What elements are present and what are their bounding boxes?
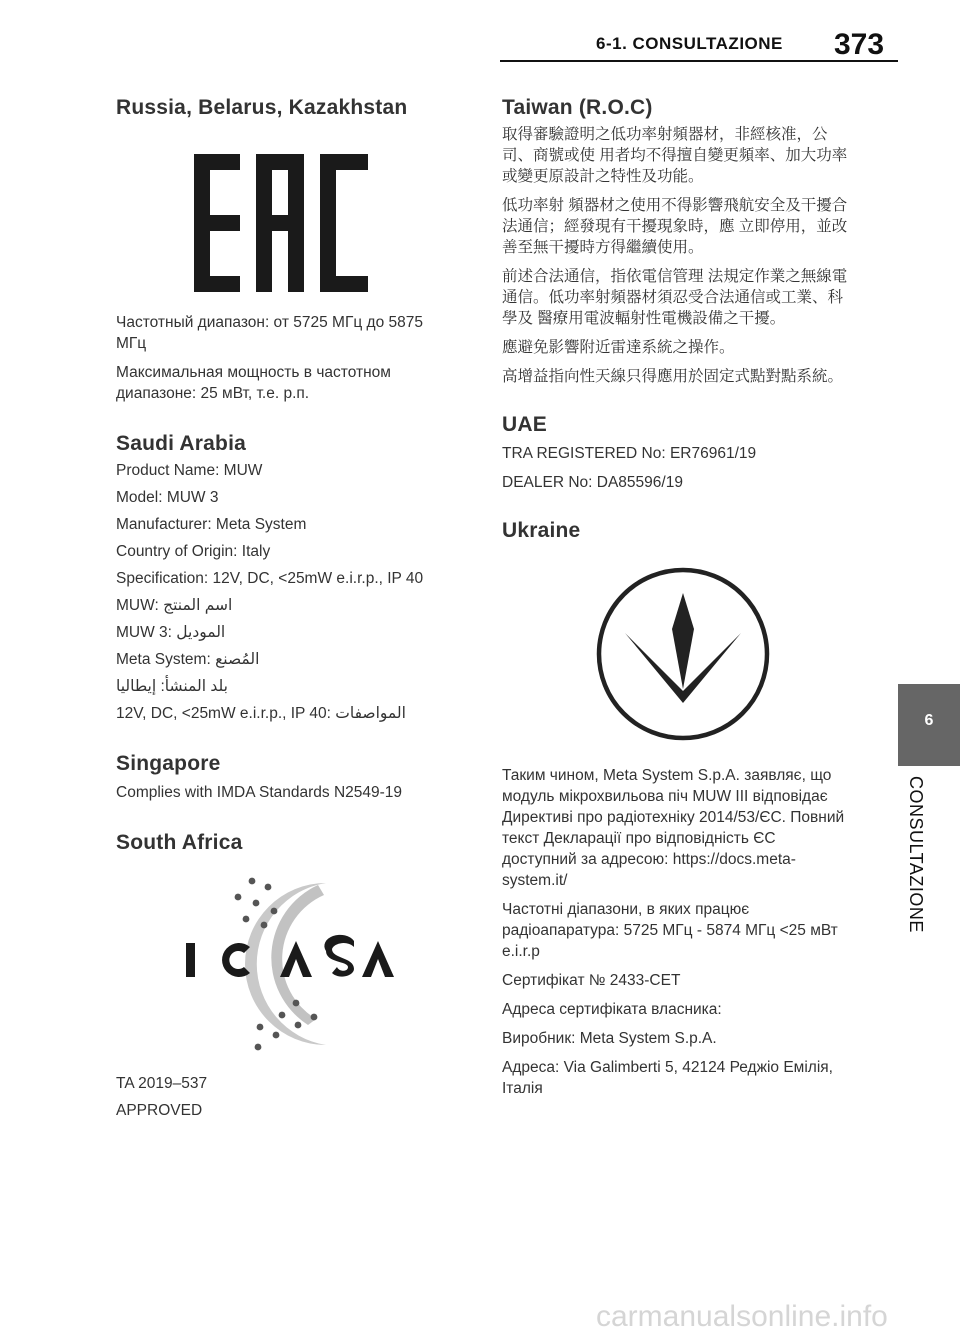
chapter-label: CONSULTAZIONE [906,776,926,933]
saudi-ar-label: Meta System: [116,651,211,668]
uae-heading: UAE [502,413,547,436]
uae-dealer: DEALER No: DA85596/19 [502,474,683,491]
ukraine-paragraph: Адреса: Via Galimberti 5, 42124 Реджіо Емілія, Італія [502,1059,833,1097]
saudi-line: Manufacturer: Meta System [116,516,307,533]
saudi-arabic-line [116,595,446,616]
saudi-line: Model: MUW 3 [116,489,219,506]
header-rule [500,60,898,62]
south-africa-heading: South Africa [116,831,243,854]
saudi-ar-text: المواصفات [335,705,406,722]
chapter-tab[interactable] [898,684,960,766]
singapore-heading: Singapore [116,752,221,775]
taiwan-paragraph: 低功率射 頻器材之使用不得影響飛航安全及干擾合法通信；經發現有干擾現象時，應 立即停用，並改善至無干擾時方得繼續使用。 [502,197,848,256]
right-column [502,96,854,1099]
taiwan-paragraph: 高增益指向性天線只得應用於固定式點對點系統。 [502,368,844,385]
saudi-ar-label: MUW 3: [116,624,172,641]
left-column [116,96,446,1121]
saudi-line: Specification: 12V, DC, <25mW e.i.r.p., IP 40 [116,570,424,587]
icasa-logo [186,875,396,1053]
ukraine-paragraph: Сертифікат № 2433-CET [502,972,681,989]
russia-power: Максимальная мощность в частотном диапазоне: 25 мВт, т.е. р.п. [116,364,391,402]
ukraine-paragraph: Таким чином, Meta System S.p.A. заявляє, що модуль мікрохвильова піч MUW III відповідає Директиві про радіотехніку 2014/53/ЄС. Повний текст Декларації про відповідність ЄС доступний за адресою: https://docs.meta-system.it/ [502,767,845,889]
taiwan-paragraph: 應避免影響附近雷達系統之操作。 [502,339,735,356]
saudi-arabic-line [116,622,446,643]
uae-tra: TRA REGISTERED No: ER76961/19 [502,445,757,462]
ukraine-paragraph: Частотні діапазони, в яких працює радіоапаратура: 5725 МГц - 5874 МГц <25 мВт e.i.r.p [502,901,838,960]
russia-heading: Russia, Belarus, Kazakhstan [116,96,408,119]
saudi-heading: Saudi Arabia [116,432,246,455]
icasa-approved: APPROVED [116,1102,203,1119]
saudi-line: Country of Origin: Italy [116,543,271,560]
saudi-line: Product Name: MUW [116,462,263,479]
icasa-ta-number: TA 2019–537 [116,1075,208,1092]
taiwan-heading: Taiwan (R.O.C) [502,96,653,119]
watermark: carmanualsonline.info [596,1300,888,1333]
saudi-ar-label: 12V, DC, <25mW e.i.r.p., IP 40: [116,705,331,722]
russia-frequency: Частотный диапазон: от 5725 МГц до 5875 МГц [116,314,423,352]
saudi-ar-text: اسم المنتج [163,597,233,614]
page-number: 373 [834,28,885,61]
saudi-arabic-line [116,676,446,697]
chapter-number: 6 [924,712,934,729]
taiwan-paragraph: 取得審驗證明之低功率射頻器材，非經核准，公司、商號或使 用者均不得擅自變更頻率、加大功率或變更原設計之特性及功能。 [502,126,848,185]
ukraine-paragraph: Адреса сертифіката власника: [502,1001,722,1018]
singapore-text: Complies with IMDA Standards N2549-19 [116,784,403,801]
ukraine-conformity-logo [594,565,772,743]
eac-logo [194,154,368,292]
ukraine-paragraph: Виробник: Meta System S.p.A. [502,1030,717,1047]
saudi-ar-text: الموديل [176,624,226,641]
ukraine-heading: Ukraine [502,519,581,542]
saudi-ar-text: المُصنع [215,651,260,668]
saudi-arabic-line [116,649,446,670]
saudi-arabic-line [116,703,446,724]
header-section-title: 6-1. CONSULTAZIONE [596,34,783,53]
saudi-ar-text: بلد المنشأ: إيطاليا [116,678,228,695]
taiwan-paragraph: 前述合法通信，指依電信管理 法規定作業之無線電通信。低功率射頻器材須忍受合法通信或工業、科學及 醫療用電波輻射性電機設備之干擾。 [502,268,848,327]
saudi-ar-label: MUW: [116,597,159,614]
